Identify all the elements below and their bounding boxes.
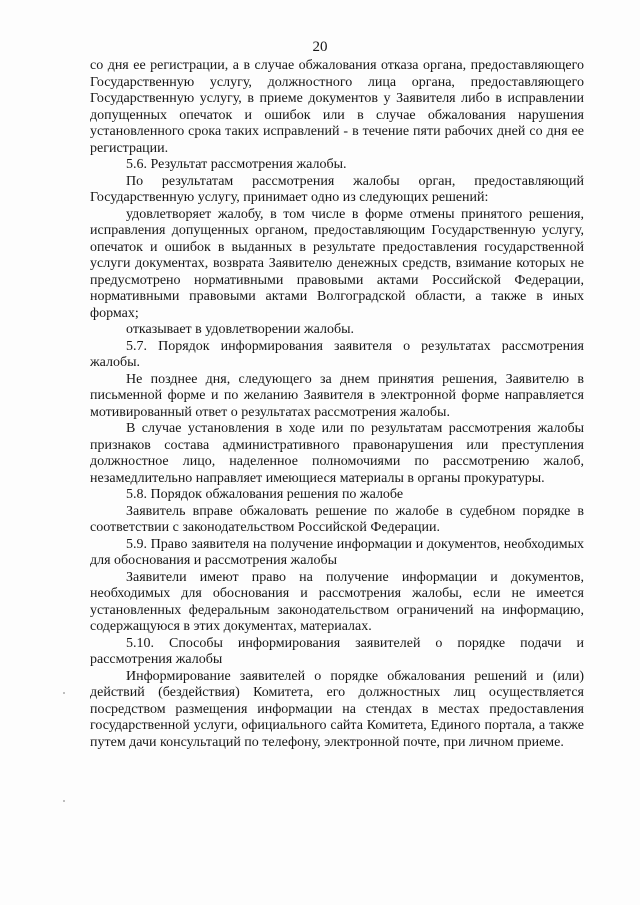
- paragraph: Не позднее дня, следующего за днем принятия решения, Заявителю в письменной форме и по желанию Заявителя в электронной форме направляется мотивированный ответ о результатах рассмотрения жалобы.: [90, 371, 584, 420]
- paragraph-continuation: со дня ее регистрации, а в случае обжалования отказа органа, предоставляющего Государственную услугу, должностного лица органа, предоставляющего Государственную услугу, в приеме документов у Заявителя либо в исправлении допущенных опечаток и ошибок или в случае обжалования нарушения установленного срока таких исправлений - в течение пяти рабочих дней со дня ее регистрации.: [90, 58, 584, 156]
- paragraph: Информирование заявителей о порядке обжалования решений и (или) действий (бездействия) Комитета, его должностных лиц осуществляется посредством размещения информации на стендах в местах предоставления государственной услуги, официального сайта Комитета, Единого портала, а также путем дачи консультаций по телефону, электронной почте, при личном приеме.: [90, 668, 584, 750]
- section-heading-5-7: 5.7. Порядок информирования заявителя о результатах рассмотрения жалобы.: [90, 338, 584, 370]
- section-heading-5-8: 5.8. Порядок обжалования решения по жалобе: [126, 487, 404, 502]
- section-heading-5-9: 5.9. Право заявителя на получение информации и документов, необходимых для обоснования и рассмотрения жалобы: [90, 536, 584, 568]
- paragraph: удовлетворяет жалобу, в том числе в форме отмены принятого решения, исправления допущенных органом, предоставляющим Государственную услугу, опечаток и ошибок в выданных в результате предоставления государственной услуги документах, возврата Заявителю денежных средств, взимание которых не предусмотрено нормативными правовыми актами Российской Федерации, нормативными правовыми актами Волгоградской области, а также в иных формах;: [90, 206, 584, 321]
- section-heading-5-10: 5.10. Способы информирования заявителей о порядке подачи и рассмотрения жалобы: [90, 635, 584, 667]
- section-heading-5-6: 5.6. Результат рассмотрения жалобы.: [126, 157, 347, 172]
- paragraph: Заявитель вправе обжаловать решение по жалобе в судебном порядке в соответствии с законодательством Российской Федерации.: [90, 503, 584, 535]
- scan-speck: [63, 692, 65, 694]
- paragraph: По результатам рассмотрения жалобы орган, предоставляющий Государственную услугу, принимает одно из следующих решений:: [90, 173, 584, 205]
- paragraph: Заявители имеют право на получение информации и документов, необходимых для обоснования и рассмотрения жалобы, если не имеется установленных федеральным законодательством ограничений на информацию, содержащуюся в этих документах, материалах.: [90, 569, 584, 634]
- paragraph: отказывает в удовлетворении жалобы.: [126, 322, 354, 337]
- document-body: [90, 58, 584, 751]
- page-number: 20: [312, 39, 328, 55]
- paragraph: В случае установления в ходе или по результатам рассмотрения жалобы признаков состава административного правонарушения или преступления должностное лицо, наделенное полномочиями по рассмотрению жалоб, незамедлительно направляет имеющиеся материалы в органы прокуратуры.: [90, 421, 584, 486]
- scan-speck: [63, 800, 65, 802]
